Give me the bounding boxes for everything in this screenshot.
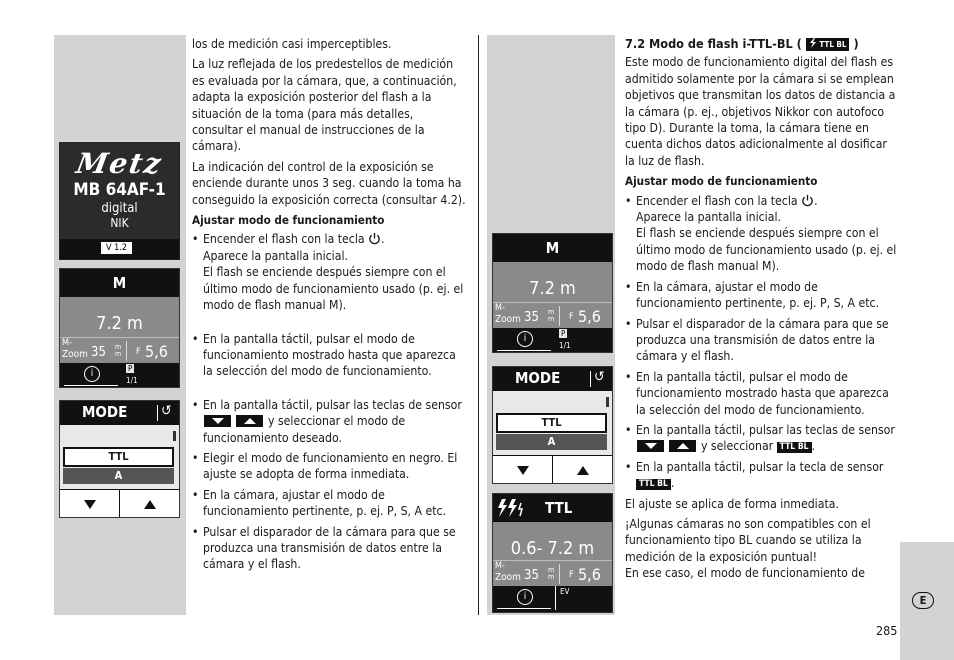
col1-paragraph-3: La indicación del control de la exposición se enciende durante unos 3 seg. cuando la toma ha conseguido la exposición correcta (consultar 4.2). (192, 159, 466, 207)
up-arrow-button-2[interactable] (553, 456, 612, 484)
page-number: 285 (876, 623, 898, 638)
down-key-icon-2 (637, 440, 664, 452)
zoom-value-ttl[interactable]: 35 (524, 568, 539, 583)
zoom-value[interactable]: 35 (91, 345, 106, 360)
mode-option-a[interactable]: A (63, 468, 174, 484)
power-icon (368, 232, 381, 245)
distance-value-2: 7.2 m (529, 278, 576, 299)
down-arrow-icon-2 (517, 466, 529, 475)
zoom-label1-2: M- (495, 303, 505, 313)
f-value-2[interactable]: 5,6 (578, 307, 601, 326)
info-icon: i (84, 366, 100, 382)
back-icon[interactable]: ↺ (161, 403, 172, 419)
col2-paragraph-3: ¡Algunas cámaras no son compatibles con el funcionamiento tipo BL cuando se utiliza la medición de la exposición puntual! (625, 516, 871, 564)
info-button-2[interactable] (497, 330, 551, 351)
up-key-icon-2 (669, 440, 696, 452)
col1-heading: Ajustar modo de funcionamiento (192, 213, 385, 228)
model-name: MB 64AF-1 (73, 180, 166, 200)
mm-unit-ttl: mm (548, 566, 555, 581)
down-arrow-button-2[interactable] (493, 456, 553, 484)
mode-option-ttl[interactable]: TTL (63, 447, 174, 467)
flash-ttl-icon (495, 497, 525, 519)
flash-icon (809, 38, 817, 48)
col1-bullet-1: • Encender el flash con la tecla . Aparece la pantalla inicial. El flash se enciende después siempre con el último modo de funcionamiento usado (p. ej. el modo de flash manual M). (192, 231, 466, 313)
ttl-bl-key-icon: TTL BL (777, 442, 812, 453)
ev-label[interactable]: EV (560, 587, 570, 596)
language-badge: E (912, 592, 934, 609)
col2-heading: Ajustar modo de funcionamiento (625, 174, 818, 189)
p-label-2: P (561, 329, 566, 338)
zoom-label1: M- (62, 338, 72, 348)
col1-paragraph-1: los de medición casi imperceptibles. (192, 37, 392, 51)
main-screen-ttl (492, 493, 613, 613)
f-label-ttl: F (569, 570, 574, 580)
zoom-label2: Zoom (62, 349, 88, 360)
info-icon-2: i (517, 331, 533, 347)
mode-indicator-ttl[interactable]: TTL (545, 499, 573, 517)
section-title: 7.2 Modo de flash i-TTL-BL ( TTL BL ) (625, 36, 859, 51)
page-indicator: 1/1 (126, 376, 138, 385)
zoom-value-2[interactable]: 35 (524, 310, 539, 325)
col1-bullet-4: • Elegir el modo de funcionamiento en negro. El ajuste se adopta de forma inmediata. (192, 450, 466, 483)
col1-bullet-6: • Pulsar el disparador de la cámara para que se produzca una transmisión de datos entre la cámara y el flash. (192, 524, 466, 573)
info-icon-ttl: i (517, 589, 533, 605)
col1-bullet-5: • En la cámara, ajustar el modo de funcionamiento pertinente, p. ej. P, S, A etc. (192, 487, 466, 520)
col1-bullet-2: • En la pantalla táctil, pulsar el modo de funcionamiento mostrado hasta que aparezca la selección del modo de funcionamiento. (192, 331, 466, 380)
splash-screen (59, 142, 180, 260)
mm-unit-2: mm (548, 308, 555, 323)
column-divider (478, 35, 479, 615)
splash-line1: digital (101, 201, 138, 216)
down-arrow-icon (84, 500, 96, 509)
mm-unit: mm (115, 343, 122, 358)
col2-bullet-3: • Pulsar el disparador de la cámara para que se produzca una transmisión de datos entre la cámara y el flash. (625, 316, 899, 365)
p-label: P (128, 364, 133, 373)
up-arrow-icon (144, 500, 156, 509)
mode-indicator-2[interactable]: M (493, 234, 612, 262)
ttl-bl-badge: TTL BL (806, 38, 850, 51)
zoom-label1-ttl: M- (495, 561, 505, 571)
col1-paragraph-2: La luz reflejada de los predestellos de medición es evaluada por la cámara, que, a continuación, adapta la exposición posterior del flash a la situación de la toma (para más detalles, consultar el manual de instrucciones de la cámara). (192, 57, 457, 154)
zoom-label2-2: Zoom (495, 314, 521, 325)
page-indicator-2: 1/1 (559, 341, 571, 350)
zoom-label2-ttl: Zoom (495, 572, 521, 583)
f-label: F (136, 347, 141, 357)
power-icon-2 (801, 194, 814, 207)
distance-value-ttl: 0.6- 7.2 m (510, 538, 595, 559)
mode-option-ttl-2[interactable]: TTL (496, 413, 607, 433)
down-key-icon (204, 415, 231, 427)
col2-paragraph-4: En ese caso, el modo de funcionamiento de (625, 566, 866, 581)
col2-bullet-4: • En la pantalla táctil, pulsar el modo de funcionamiento mostrado hasta que aparezca la selección del modo de funcionamiento. (625, 369, 899, 418)
column-1-text (192, 36, 466, 577)
up-arrow-button[interactable] (120, 490, 179, 518)
mode-option-a-2[interactable]: A (496, 434, 607, 450)
col2-bullet-5: • En la pantalla táctil, pulsar las teclas de sensor y seleccionar TTL BL . (625, 422, 899, 455)
down-arrow-button[interactable] (60, 490, 120, 518)
f-value[interactable]: 5,6 (145, 342, 168, 361)
ttl-bl-key-icon-2: TTL BL (636, 479, 671, 490)
info-button-ttl[interactable] (497, 588, 551, 609)
back-icon-2[interactable]: ↺ (594, 369, 605, 385)
distance-value: 7.2 m (96, 313, 143, 334)
mode-indicator[interactable]: M (60, 269, 179, 297)
col2-paragraph-2: El ajuste se aplica de forma inmediata. (625, 496, 839, 511)
col2-paragraph-1: Este modo de funcionamiento digital del flash es admitido solamente por la cámara si se emplean objetivos que transmitan los datos de distancia a la cámara (p. ej., objetivos Nikkor con autofoco tipo D). Durante la toma, la cámara tiene en cuenta dichos datos adicionalmente al dosificar la luz de flash. (625, 55, 896, 168)
info-button[interactable] (64, 365, 118, 386)
up-arrow-icon-2 (577, 466, 589, 475)
col2-bullet-6: • En la pantalla táctil, pulsar la tecla de sensor TTL BL . (625, 459, 899, 492)
col2-bullet-1: • Encender el flash con la tecla . Aparece la pantalla inicial. El flash se enciende después siempre con el último modo de funcionamiento usado (p. ej. el modo de flash manual M). (625, 193, 899, 275)
main-screen-m-2 (492, 233, 613, 353)
f-label-2: F (569, 312, 574, 322)
col2-bullet-2: • En la cámara, ajustar el modo de funcionamiento pertinente, p. ej. P, S, A etc. (625, 279, 899, 312)
mode-title: MODE (82, 403, 128, 421)
version-label: V 1.2 (101, 242, 132, 254)
f-value-ttl[interactable]: 5,6 (578, 565, 601, 584)
col1-bullet-3: • En la pantalla táctil, pulsar las teclas de sensor y seleccionar el modo de funcionamiento deseado. (192, 397, 466, 446)
splash-line2: NIK (110, 216, 129, 230)
up-key-icon (236, 415, 263, 427)
mode-title-2: MODE (515, 369, 561, 387)
main-screen-m (59, 268, 180, 388)
mode-select-screen-2 (492, 366, 613, 484)
mode-select-screen (59, 400, 180, 518)
column-2-text (625, 36, 899, 586)
metz-logo: Metz (73, 147, 166, 180)
